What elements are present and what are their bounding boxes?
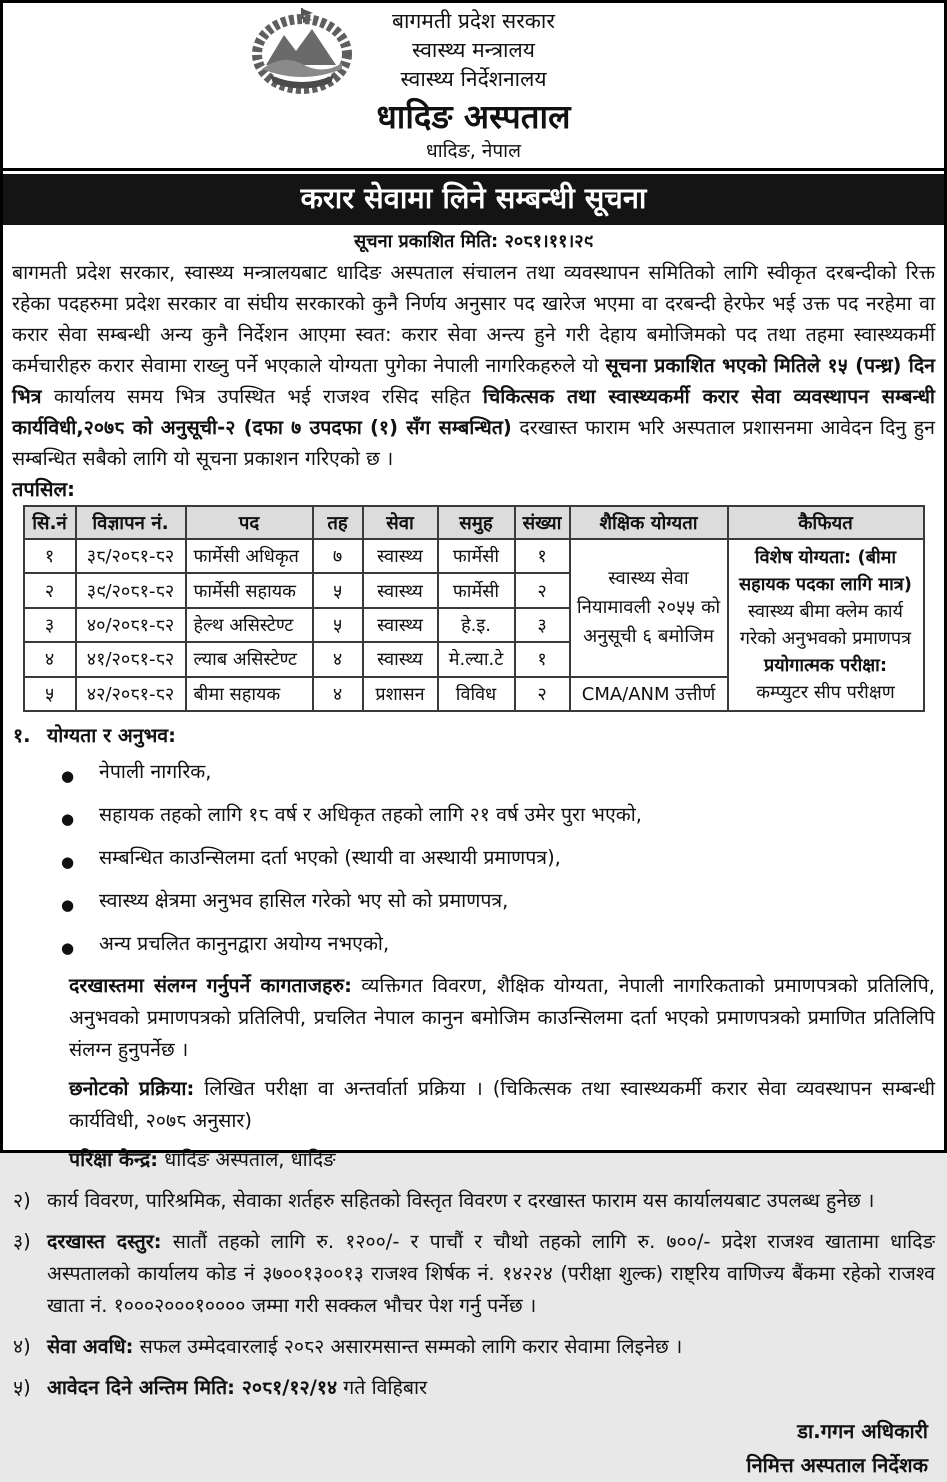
remarks-segment: स्वास्थ्य बीमा क्लेम कार्य गरेको अनुभवको प्रमाणपत्र bbox=[739, 601, 912, 649]
vacancy-table bbox=[23, 505, 925, 712]
item-number: ४) bbox=[13, 1335, 31, 1358]
bullet-icon: ● bbox=[61, 853, 75, 871]
item-body: सातौं तहको लागि रु. १२००/- र पाचौं र चौथो तहको लागि रु. ७००/- प्रदेश राजश्व खातामा धादिङ अस्पतालको कार्यालय कोड नं ३७००१३००१३ राजश्व शिर्षक नं. १४२२४ (परीक्षा शुल्क) राष्ट्रिय वाणिज्य बैंकमा रहेको राजश्व खाता नं. १०००२०००१०००० जम्मा गरी सक्कल भौचर पेश गर्नु पर्नेछ । bbox=[47, 1230, 935, 1317]
government-name: बागमती प्रदेश सरकार bbox=[392, 9, 555, 33]
item-body: सफल उम्मेदवारलाई २०८२ असारमसान्त सम्मको लागि करार सेवामा लिइनेछ । bbox=[133, 1335, 683, 1358]
list-item-4 bbox=[13, 1331, 935, 1363]
published-date-label: सूचना प्रकाशित मिति: bbox=[353, 231, 499, 252]
cell-level: ४ bbox=[313, 642, 363, 676]
signatory-name: डा.गगन अधिकारी bbox=[797, 1419, 928, 1443]
signature-block bbox=[3, 1404, 944, 1482]
list-item-1 bbox=[13, 721, 936, 748]
bullet-icon: ● bbox=[61, 939, 75, 957]
nepal-government-emblem-icon bbox=[246, 7, 358, 95]
table-row bbox=[24, 539, 924, 573]
qualification-bullet bbox=[61, 757, 936, 791]
subsection-text: व्यक्तिगत विवरण, शैक्षिक योग्यता, नेपाली नागरिकताको प्रमाणपत्रको प्रतिलिपि, अनुभवको प्रमाणपत्रको प्रतिलिपी, प्रचलित नेपाल कानुन बमोजिम काउन्सिलमा दर्ता भएको प्रमाणपत्रको प्रमाणित प्रतिलिपि संलग्न हुनुपर्नेछ । bbox=[69, 974, 936, 1061]
col-header-education: शैक्षिक योग्यता bbox=[570, 506, 728, 539]
cell-service: स्वास्थ्य bbox=[363, 608, 438, 642]
directorate-name: स्वास्थ्य निर्देशनालय bbox=[400, 67, 547, 91]
item-text bbox=[47, 1185, 935, 1217]
exam-center-subsection bbox=[69, 1144, 935, 1176]
bullet-text: नेपाली नागरिक, bbox=[99, 760, 212, 783]
cell-post: बीमा सहायक bbox=[186, 677, 313, 711]
intro-segment: दरखास्त फाराम भरि अस्पताल प्रशासनमा आवेदन दिनु हुन सम्बन्धित सबैको लागि यो सूचना प्रकाशन गरिएको छ । bbox=[12, 416, 935, 470]
col-header-level: तह bbox=[313, 506, 363, 539]
bullet-text: सम्बन्धित काउन्सिलमा दर्ता भएको (स्थायी वा अस्थायी प्रमाणपत्र), bbox=[99, 846, 561, 869]
item-label: सेवा अवधि: bbox=[47, 1335, 134, 1358]
ministry-name: स्वास्थ्य मन्त्रालय bbox=[412, 38, 535, 62]
qualification-bullet bbox=[61, 843, 936, 877]
intro-segment: कार्यालय समय भित्र उपस्थित भई राजश्व रसिद सहित bbox=[41, 385, 483, 408]
list-item-2 bbox=[13, 1185, 935, 1217]
col-header-group: समुह bbox=[438, 506, 515, 539]
bullet-icon: ● bbox=[61, 896, 75, 914]
cell-advert-no: ४२/२०८१-८२ bbox=[76, 677, 186, 711]
hospital-name: धादिङ अस्पताल bbox=[376, 97, 571, 136]
item-number: २) bbox=[13, 1189, 31, 1212]
cell-remarks bbox=[728, 539, 924, 711]
item-text bbox=[47, 1226, 935, 1322]
table-header-row bbox=[24, 506, 924, 539]
subsection-text: लिखित परीक्षा वा अन्तर्वार्ता प्रक्रिया । (चिकित्सक तथा स्वास्थ्यकर्मी करार सेवा व्यवस्थापन सम्बन्धी कार्यविधी, २०७८ अनुसार) bbox=[69, 1077, 935, 1132]
list-item-3 bbox=[13, 1226, 935, 1322]
cell-post: फार्मेसी सहायक bbox=[186, 573, 313, 607]
cell-count: ३ bbox=[515, 608, 570, 642]
cell-advert-no: ४१/२०८१-८२ bbox=[76, 642, 186, 676]
cell-sn: २ bbox=[24, 573, 76, 607]
col-header-post: पद bbox=[186, 506, 313, 539]
subsection-label: दरखास्तमा संलग्न गर्नुपर्ने कागताजहरु: bbox=[69, 974, 352, 997]
item-label: आवेदन दिने अन्तिम मिति: २०८१/१२/१४ bbox=[47, 1376, 338, 1399]
cell-post: फार्मेसी अधिकृत bbox=[186, 539, 313, 573]
letterhead bbox=[3, 3, 944, 171]
item-body: कार्य विवरण, पारिश्रमिक, सेवाका शर्तहरु सहितको विस्तृत विवरण र दरखास्त फाराम यस कार्यालयबाट उपलब्ध हुनेछ । bbox=[47, 1189, 875, 1212]
item-number: ५) bbox=[13, 1376, 31, 1399]
cell-sn: १ bbox=[24, 539, 76, 573]
cell-service: स्वास्थ्य bbox=[363, 642, 438, 676]
cell-group: विविध bbox=[438, 677, 515, 711]
signatory-title: निमित्त अस्पताल निर्देशक bbox=[746, 1453, 928, 1477]
cell-service: स्वास्थ्य bbox=[363, 573, 438, 607]
cell-count: १ bbox=[515, 642, 570, 676]
tapasil-label: तपसिल: bbox=[12, 477, 76, 501]
documents-subsection bbox=[69, 970, 935, 1066]
remarks-segment-bold: विशेष योग्यता: (बीमा सहायक पदका लागि मात्र) bbox=[739, 547, 912, 595]
cell-post: हेल्थ असिस्टेण्ट bbox=[186, 608, 313, 642]
bullet-text: स्वास्थ्य क्षेत्रमा अनुभव हासिल गरेको भए सो को प्रमाणपत्र, bbox=[99, 889, 509, 912]
subsection-text: धादिङ अस्पताल, धादिङ bbox=[158, 1148, 336, 1171]
notice-title-banner: करार सेवामा लिने सम्बन्धी सूचना bbox=[3, 174, 944, 225]
cell-sn: ३ bbox=[24, 608, 76, 642]
list-item-5 bbox=[13, 1372, 935, 1404]
cell-group: फार्मेसी bbox=[438, 573, 515, 607]
cell-count: २ bbox=[515, 677, 570, 711]
bullet-icon: ● bbox=[61, 810, 75, 828]
remarks-segment-bold: प्रयोगात्मक परीक्षा: bbox=[763, 655, 888, 676]
hospital-location: धादिङ, नेपाल bbox=[426, 140, 521, 162]
cell-group: हे.इ. bbox=[438, 608, 515, 642]
intro-paragraph bbox=[3, 254, 944, 474]
remarks-segment: कम्प्युटर सीप परीक्षण bbox=[756, 682, 895, 703]
cell-sn: ५ bbox=[24, 677, 76, 711]
intro-segment-bold: सूचना प्रकाशित भएको मितिले १५ (पन्ध्र) दिन भित्र bbox=[12, 354, 935, 408]
cell-advert-no: ३९/२०८१-८२ bbox=[76, 573, 186, 607]
col-header-count: संख्या bbox=[515, 506, 570, 539]
col-header-remarks: कैफियत bbox=[728, 506, 924, 539]
col-header-advert-no: विज्ञापन नं. bbox=[76, 506, 186, 539]
cell-advert-no: ४०/२०८१-८२ bbox=[76, 608, 186, 642]
item-label: दरखास्त दस्तुर: bbox=[47, 1230, 162, 1253]
cell-group: मे.ल्या.टे bbox=[438, 642, 515, 676]
cell-sn: ४ bbox=[24, 642, 76, 676]
cell-service: प्रशासन bbox=[363, 677, 438, 711]
subsection-label: छनोटको प्रक्रिया: bbox=[69, 1077, 195, 1100]
qualification-bullet bbox=[61, 929, 936, 963]
cell-service: स्वास्थ्य bbox=[363, 539, 438, 573]
cell-education: CMA/ANM उत्तीर्ण bbox=[570, 677, 728, 711]
cell-count: १ bbox=[515, 539, 570, 573]
subsection-label: परिक्षा केन्द्र: bbox=[69, 1148, 159, 1171]
bullet-text: सहायक तहको लागि १८ वर्ष र अधिकृत तहको लागि २१ वर्ष उमेर पुरा भएको, bbox=[99, 803, 642, 826]
bullet-text: अन्य प्रचलित कानुनद्वारा अयोग्य नभएको, bbox=[99, 932, 390, 955]
cell-post: ल्याब असिस्टेण्ट bbox=[186, 642, 313, 676]
item-title: योग्यता र अनुभव: bbox=[47, 724, 176, 747]
published-date-value: २०८१।११।२९ bbox=[504, 231, 594, 252]
qualification-bullet bbox=[61, 800, 936, 834]
cell-level: ४ bbox=[313, 677, 363, 711]
published-date-line bbox=[3, 225, 944, 254]
qualification-bullet bbox=[61, 886, 936, 920]
item-text bbox=[47, 1372, 935, 1404]
cell-level: ५ bbox=[313, 608, 363, 642]
cell-level: ७ bbox=[313, 539, 363, 573]
item-number: १. bbox=[13, 724, 31, 747]
selection-process-subsection bbox=[69, 1073, 935, 1137]
bullet-icon: ● bbox=[61, 767, 75, 785]
col-header-service: सेवा bbox=[363, 506, 438, 539]
intro-segment: बागमती प्रदेश सरकार, स्वास्थ्य मन्त्रालयबाट धादिङ अस्पताल संचालन तथा व्यवस्थापन समितिको लागि स्वीकृत दरबन्दीको रिक्त रहेका पदहरुमा प्रदेश सरकार वा संघीय सरकारको कुनै निर्णय अनुसार पद खारेज भएमा वा दरबन्दी हेरफेर भई उक्त पद नरहेमा वा करार सेवा सम्बन्धी अन्य कुनै निर्देशन आएमा स्वत: करार सेवा अन्त्य हुने गरी देहाय बमोजिमको पद तथा तहमा स्वास्थ्यकर्मी कर्मचारीहरु करार सेवामा राख्नु पर्ने भएकाले योग्यता पुगेका नेपाली नागरिकहरुले यो bbox=[12, 261, 935, 377]
cell-group: फार्मेसी bbox=[438, 539, 515, 573]
cell-count: २ bbox=[515, 573, 570, 607]
item-text bbox=[47, 1331, 935, 1363]
col-header-sn: सि.नं bbox=[24, 506, 76, 539]
cell-advert-no: ३८/२०८१-८२ bbox=[76, 539, 186, 573]
cell-level: ५ bbox=[313, 573, 363, 607]
cell-education-merged: स्वास्थ्य सेवा नियामावली २०५५ को अनुसूची ६ बमोजिम bbox=[570, 539, 728, 677]
intro-segment-bold: चिकित्सक तथा स्वास्थ्यकर्मी करार सेवा व्यवस्थापन सम्बन्धी कार्यविधी,२०७८ को अनुसूची-२ (दफा ७ उपदफा (१) सँग सम्बन्धित) bbox=[12, 385, 935, 439]
item-body: गते विहिबार bbox=[337, 1376, 428, 1399]
item-number: ३) bbox=[13, 1230, 31, 1253]
